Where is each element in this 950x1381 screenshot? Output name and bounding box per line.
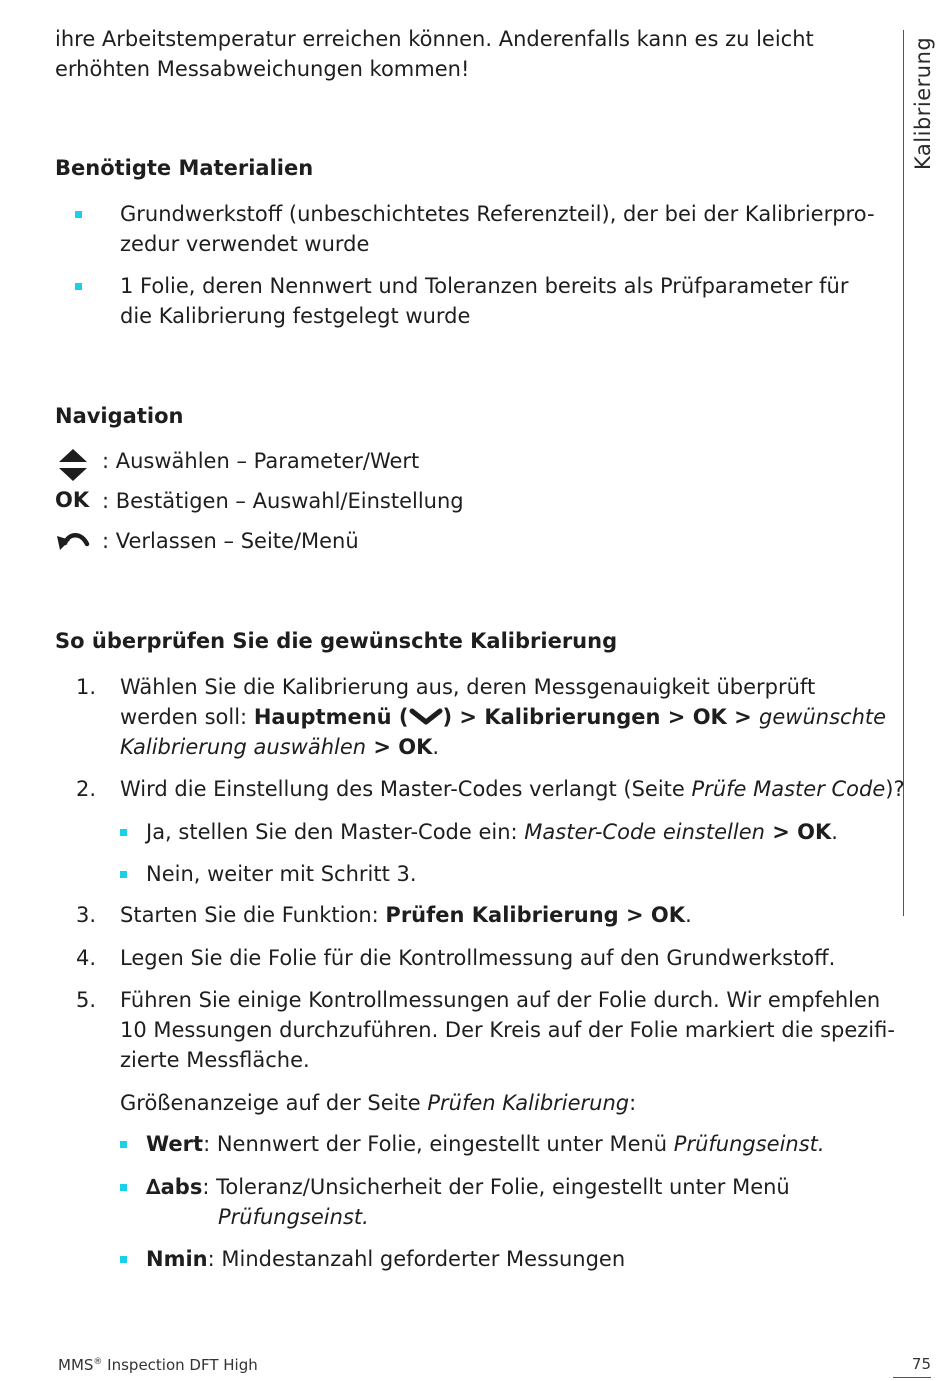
chapter-tab <box>908 30 938 170</box>
up-down-arrows-icon <box>57 448 89 482</box>
navigation-item-confirm: : Bestätigen – Auswahl/Einstellung <box>102 489 464 513</box>
step-1-number: 1. <box>75 675 96 699</box>
footer-product: MMS® Inspection DFT High <box>58 1356 258 1374</box>
materials-item-1-line-2: zedur verwendet wurde <box>120 232 370 256</box>
bullet-icon <box>75 283 82 290</box>
step-1-line-1: Wählen Sie die Kalibrierung aus, deren Messgenauigkeit überprüft <box>120 675 816 699</box>
step-5-line-2: 10 Messungen durchzuführen. Der Kreis auf der Folie markiert die spezifi- <box>120 1018 895 1042</box>
bullet-icon <box>75 211 82 218</box>
step-2-sub-1: Ja, stellen Sie den Master-Code ein: Master-Code einstellen > OK. <box>146 820 838 844</box>
bullet-icon <box>120 829 127 836</box>
bullet-icon <box>120 1256 127 1263</box>
chapter-tab-label: Kalibrierung <box>911 36 935 170</box>
step-5-number: 5. <box>75 988 96 1012</box>
step-5-sub-value: Wert: Nennwert der Folie, eingestellt unter Menü Prüfungseinst. <box>146 1132 825 1156</box>
materials-item-1-line-1: Grundwerkstoff (unbeschichtetes Referenzteil), der bei der Kalibrierpro- <box>120 202 875 226</box>
page-number: 75 <box>911 1355 931 1373</box>
ok-icon: OK <box>55 488 90 512</box>
step-4-number: 4. <box>75 946 96 970</box>
intro-line-1: ihre Arbeitstemperatur erreichen können. Anderenfalls kann es zu leicht <box>55 27 814 51</box>
navigation-item-select: : Auswählen – Parameter/Wert <box>102 449 420 473</box>
step-1-line-2: werden soll: Hauptmenü ( ) > Kalibrierungen > OK > gewünschte <box>120 705 887 729</box>
step-5-line-1: Führen Sie einige Kontrollmessungen auf der Folie durch. Wir empfehlen <box>120 988 881 1012</box>
materials-heading: Benötigte Materialien <box>55 156 314 180</box>
step-3-text: Starten Sie die Funktion: Prüfen Kalibrierung > OK. <box>120 903 692 927</box>
materials-item-2-line-1: 1 Folie, deren Nennwert und Toleranzen bereits als Prüfparameter für <box>120 274 849 298</box>
step-5-sub-tolerance: ∆abs: Toleranz/Unsicherheit der Folie, eingestellt unter Menü <box>146 1175 790 1199</box>
navigation-heading: Navigation <box>55 404 184 428</box>
chevron-down-icon <box>409 708 443 726</box>
step-3-number: 3. <box>75 903 96 927</box>
step-2-sub-2: Nein, weiter mit Schritt 3. <box>146 862 417 886</box>
back-arrow-icon <box>56 530 90 552</box>
intro-line-2: erhöhten Messabweichungen kommen! <box>55 57 470 81</box>
step-5-sub-nmin: Nmin: Mindestanzahl geforderter Messungen <box>146 1247 626 1271</box>
page-number-underline <box>893 1377 931 1378</box>
step-5-sub-tolerance-cont: Prüfungseinst. <box>218 1205 369 1229</box>
step-4-text: Legen Sie die Folie für die Kontrollmessung auf den Grundwerkstoff. <box>120 946 836 970</box>
bullet-icon <box>120 1141 127 1148</box>
bullet-icon <box>120 1184 127 1191</box>
materials-item-2-line-2: die Kalibrierung festgelegt wurde <box>120 304 471 328</box>
step-1-line-3: Kalibrierung auswählen > OK. <box>120 735 440 759</box>
step-2-number: 2. <box>75 777 96 801</box>
bullet-icon <box>120 871 127 878</box>
step-5-display-intro: Größenanzeige auf der Seite Prüfen Kalibrierung: <box>120 1091 637 1115</box>
navigation-item-exit: : Verlassen – Seite/Menü <box>102 529 359 553</box>
step-2-text: Wird die Einstellung des Master-Codes verlangt (Seite Prüfe Master Code)? <box>120 777 905 801</box>
procedure-heading: So überprüfen Sie die gewünschte Kalibrierung <box>55 629 618 653</box>
step-5-line-3: zierte Messfläche. <box>120 1048 310 1072</box>
